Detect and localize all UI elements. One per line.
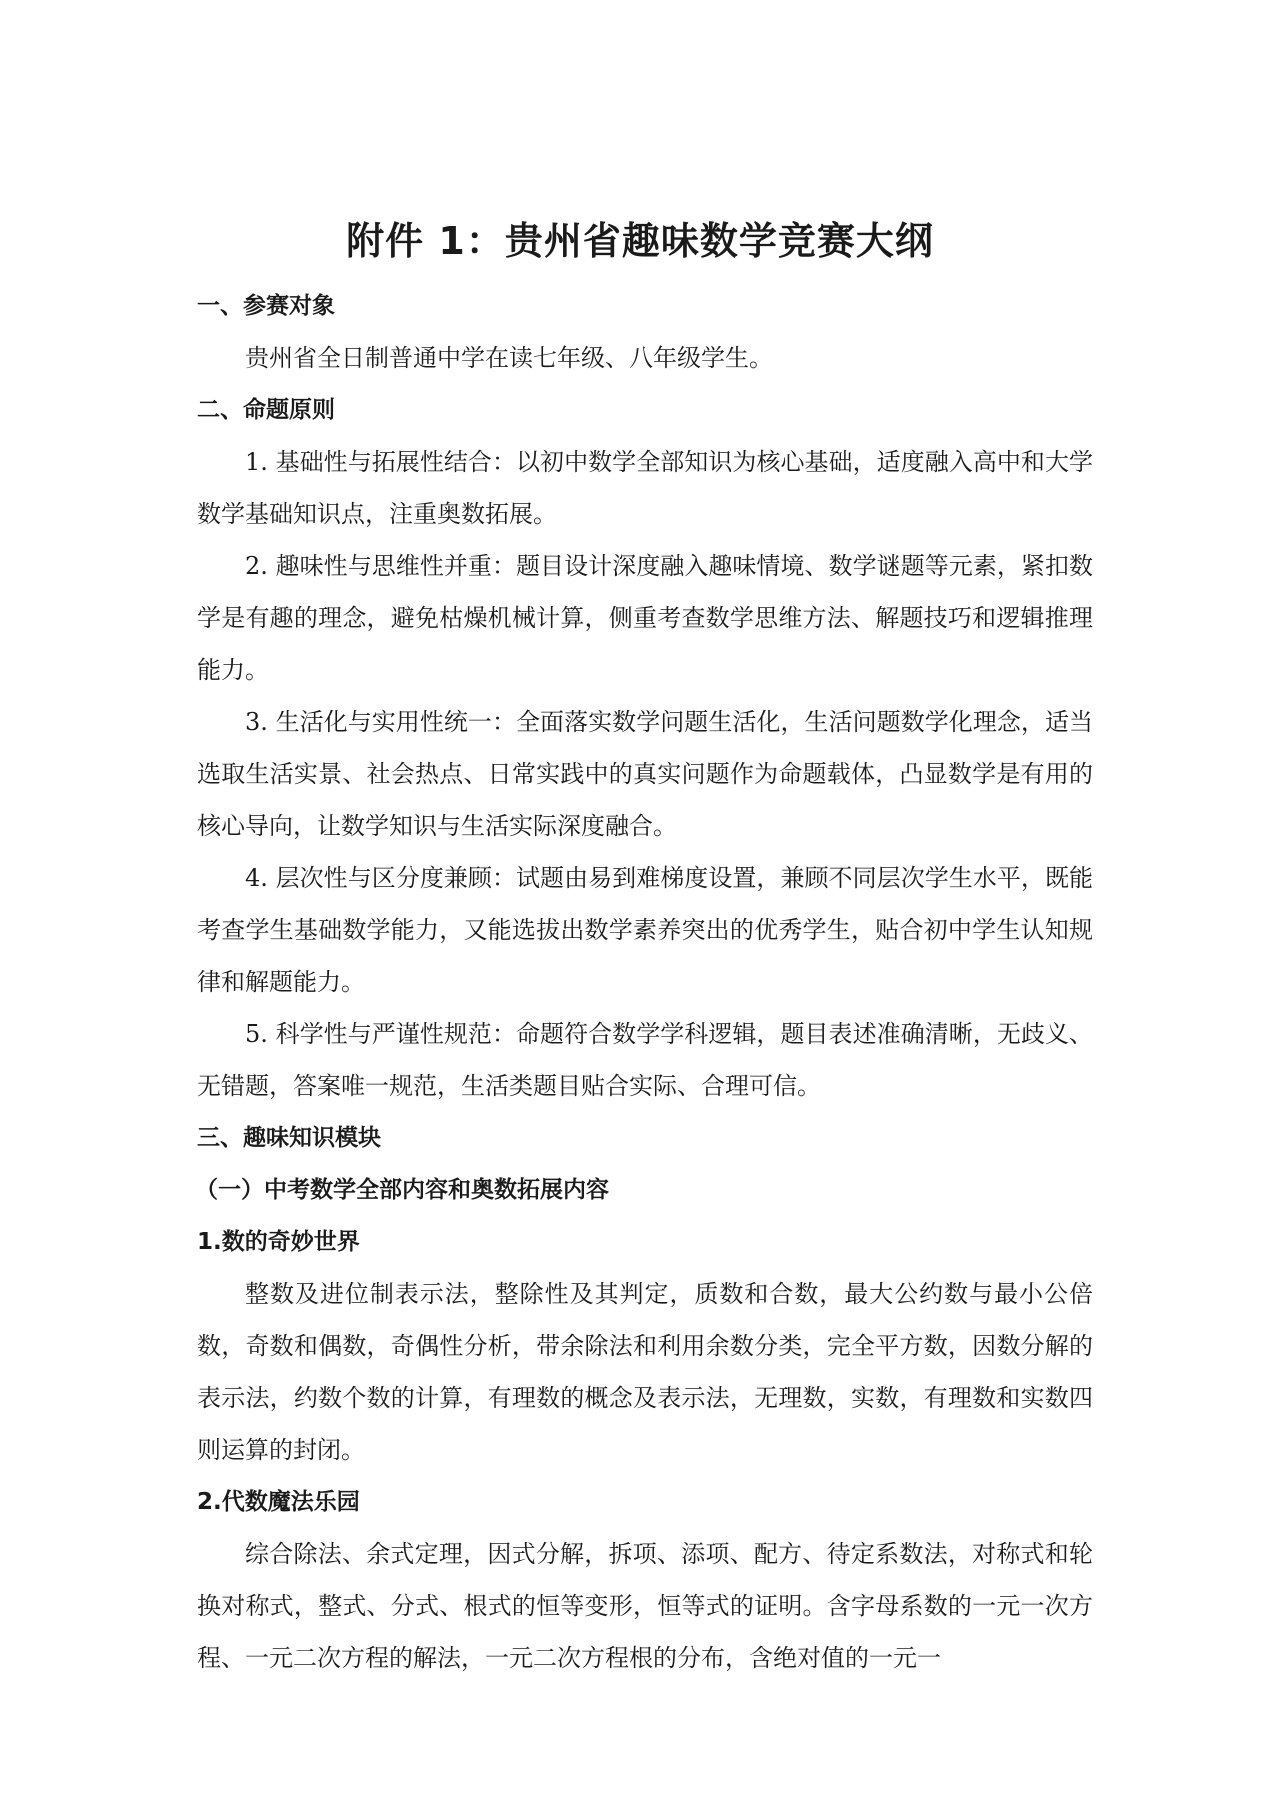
section-heading-participants: 一、参赛对象 — [197, 293, 335, 319]
subsection-heading: （一）中考数学全部内容和奥数拓展内容 — [195, 1177, 609, 1203]
section-heading-principles: 二、命题原则 — [197, 397, 335, 423]
principle-paragraph-3: 3. 生活化与实用性统一：全面落实数学问题生活化，生活问题数学化理念，适当选取生活实景、社会热点、日常实践中的真实问题作为命题载体，凸显数学是有用的核心导向，让数学知识与生活实际深度融合。 — [197, 708, 1093, 840]
document-body — [197, 280, 1093, 1684]
principle-paragraph-4: 4. 层次性与区分度兼顾：试题由易到难梯度设置，兼顾不同层次学生水平，既能考查学生基础数学能力，又能选拔出数学素养突出的优秀学生，贴合初中学生认知规律和解题能力。 — [197, 864, 1093, 996]
principle-paragraph-2: 2. 趣味性与思维性并重：题目设计深度融入趣味情境、数学谜题等元素，紧扣数学是有趣的理念，避免枯燥机械计算，侧重考查数学思维方法、解题技巧和逻辑推理能力。 — [197, 552, 1093, 684]
module-title-numbers: 1.数的奇妙世界 — [197, 1229, 360, 1255]
module-title-algebra: 2.代数魔法乐园 — [197, 1489, 360, 1515]
document-title: 附件 1：贵州省趣味数学竞赛大纲 — [346, 219, 934, 263]
module-paragraph-numbers: 整数及进位制表示法，整除性及其判定，质数和合数，最大公约数与最小公倍数，奇数和偶数，奇偶性分析，带余除法和利用余数分类，完全平方数，因数分解的表示法，约数个数的计算，有理数的概念及表示法，无理数，实数，有理数和实数四则运算的封闭。 — [197, 1280, 1093, 1464]
section-heading-modules: 三、趣味知识模块 — [197, 1125, 381, 1151]
principle-paragraph-1: 1. 基础性与拓展性结合：以初中数学全部知识为核心基础，适度融入高中和大学数学基础知识点，注重奥数拓展。 — [197, 448, 1093, 528]
participants-paragraph: 贵州省全日制普通中学在读七年级、八年级学生。 — [245, 344, 773, 372]
principle-paragraph-5: 5. 科学性与严谨性规范：命题符合数学学科逻辑，题目表述准确清晰，无歧义、无错题，答案唯一规范，生活类题目贴合实际、合理可信。 — [197, 1020, 1093, 1100]
module-paragraph-algebra: 综合除法、余式定理，因式分解，拆项、添项、配方、待定系数法，对称式和轮换对称式，整式、分式、根式的恒等变形，恒等式的证明。含字母系数的一元一次方程、一元二次方程的解法，一元二次方程根的分布，含绝对值的一元一 — [197, 1540, 1093, 1672]
